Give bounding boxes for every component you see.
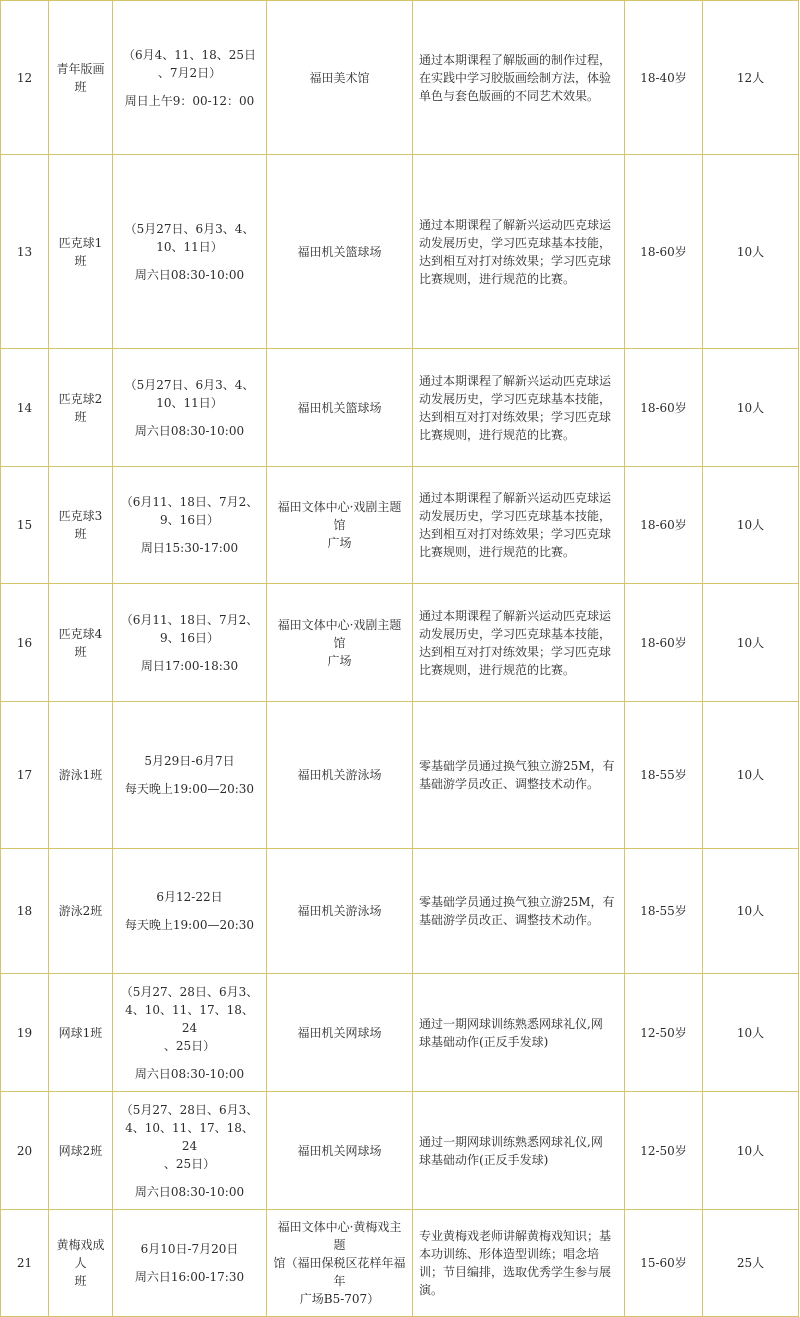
text-line: 基础游学员改正、调整技术动作。: [419, 777, 600, 791]
schedule-time-cell: [113, 584, 267, 702]
course-name-cell: [49, 1210, 113, 1317]
text-line: 在实践中学习胶版画绘制方法，体验: [419, 70, 612, 85]
row-number-cell: 13: [1, 155, 49, 349]
text-line: 动发展历史，学习匹克球基本技能，: [419, 235, 612, 250]
text-line: （5月27、28日、6月3、: [120, 1102, 259, 1117]
text-line: （6月11、18日、7月2、: [120, 612, 259, 627]
text-line: 游泳1班: [58, 768, 103, 782]
text-line: 福田文体中心·黄梅戏主题: [277, 1220, 402, 1252]
line-gap: [119, 906, 260, 916]
age-range-cell: 18-40岁: [625, 1, 703, 155]
location-cell: [267, 1092, 413, 1210]
text-line: 、7月2日）: [157, 65, 222, 80]
age-range-cell: 18-60岁: [625, 584, 703, 702]
table-row: [1, 349, 799, 467]
text-line: 球基础动作(正反手发球): [419, 1152, 549, 1167]
description-cell: [413, 467, 625, 584]
text-line: 每天晚上19:00—20:30: [124, 918, 255, 932]
course-name-cell: [49, 584, 113, 702]
schedule-time-cell: [113, 849, 267, 974]
text-line: 福田机关网球场: [297, 1143, 382, 1158]
text-line: 通过本期课程了解新兴运动匹克球运: [419, 217, 612, 232]
text-line: （5月27日、6月3、4、: [124, 221, 255, 236]
schedule-time-cell: [113, 1210, 267, 1317]
line-gap: [119, 529, 260, 539]
row-number-cell: 14: [1, 349, 49, 467]
text-line: 福田机关篮球场: [297, 400, 382, 415]
table-body: [1, 1, 799, 1317]
description-cell: [413, 849, 625, 974]
location-cell: [267, 467, 413, 584]
text-line: 通过一期网球训练熟悉网球礼仪,网: [419, 1016, 603, 1031]
capacity-cell: 25人: [703, 1210, 799, 1317]
text-line: 零基础学员通过换气独立游25M，有: [419, 759, 615, 773]
schedule-time-cell: [113, 702, 267, 849]
row-number-cell: 17: [1, 702, 49, 849]
location-cell: [267, 974, 413, 1092]
description-cell: [413, 1092, 625, 1210]
text-line: （6月4、11、18、25日: [122, 47, 257, 62]
text-line: 青年版画班: [56, 61, 105, 94]
row-number-cell: 12: [1, 1, 49, 155]
text-line: 福田机关游泳场: [297, 904, 382, 918]
description-cell: [413, 155, 625, 349]
age-range-cell: 18-60岁: [625, 155, 703, 349]
text-line: 达到相互对打对练效果；学习匹克球: [419, 527, 612, 541]
text-line: 6月12-22日: [156, 890, 223, 904]
text-line: 通过一期网球训练熟悉网球礼仪,网: [419, 1134, 603, 1149]
text-line: 比赛规则，进行规范的比赛。: [419, 545, 576, 559]
text-line: 达到相互对打对练效果；学习匹克球: [419, 253, 612, 268]
description-cell: [413, 974, 625, 1092]
text-line: 比赛规则，进行规范的比赛。: [419, 427, 576, 442]
capacity-cell: 10人: [703, 155, 799, 349]
location-cell: [267, 584, 413, 702]
text-line: 馆（福田保税区花样年福年: [273, 1256, 406, 1288]
text-line: 9、16日）: [160, 630, 219, 645]
line-gap: [119, 1173, 260, 1183]
text-line: 周六日08:30-10:00: [134, 267, 245, 282]
course-name-cell: [49, 702, 113, 849]
table-row: [1, 849, 799, 974]
capacity-cell: 10人: [703, 584, 799, 702]
text-line: 福田机关篮球场: [297, 244, 382, 259]
location-cell: [267, 849, 413, 974]
row-number-cell: 20: [1, 1092, 49, 1210]
schedule-time-cell: [113, 1092, 267, 1210]
capacity-cell: 10人: [703, 702, 799, 849]
location-cell: [267, 1, 413, 155]
table-row: [1, 584, 799, 702]
text-line: 达到相互对打对练效果；学习匹克球: [419, 409, 612, 424]
table-row: [1, 974, 799, 1092]
text-line: 训；节目编排，选取优秀学生参与展: [419, 1265, 612, 1279]
text-line: 福田机关网球场: [297, 1025, 382, 1040]
text-line: 福田文体中心·戏剧主题馆: [277, 500, 402, 532]
description-cell: [413, 349, 625, 467]
text-line: 每天晚上19:00—20:30: [124, 782, 255, 796]
row-number-cell: 18: [1, 849, 49, 974]
text-line: 基础游学员改正、调整技术动作。: [419, 913, 600, 927]
course-name-cell: [49, 155, 113, 349]
line-gap: [119, 770, 260, 780]
course-name-cell: [49, 349, 113, 467]
capacity-cell: 10人: [703, 349, 799, 467]
text-line: 班: [74, 1274, 87, 1288]
text-line: 10、11日）: [156, 239, 223, 254]
line-gap: [119, 1258, 260, 1268]
text-line: 周六日08:30-10:00: [134, 423, 245, 438]
text-line: 演。: [419, 1283, 444, 1297]
course-name-cell: [49, 467, 113, 584]
text-line: 球基础动作(正反手发球): [419, 1034, 549, 1049]
text-line: 动发展历史，学习匹克球基本技能，: [419, 509, 612, 523]
text-line: 专业黄梅戏老师讲解黄梅戏知识；基: [419, 1229, 612, 1243]
text-line: 福田机关游泳场: [297, 768, 382, 782]
text-line: 周日15:30-17:00: [140, 541, 239, 555]
text-line: 单色与套色版画的不同艺术效果。: [419, 88, 600, 103]
text-line: 匹克球2班: [58, 391, 103, 424]
text-line: 10、11日）: [156, 395, 223, 410]
text-line: （6月11、18日、7月2、: [120, 495, 259, 509]
line-gap: [119, 412, 260, 422]
line-gap: [119, 256, 260, 266]
table-row: [1, 1, 799, 155]
text-line: 网球2班: [58, 1143, 103, 1158]
description-cell: [413, 1210, 625, 1317]
text-line: 匹克球3班: [58, 509, 103, 541]
row-number-cell: 15: [1, 467, 49, 584]
course-name-cell: [49, 974, 113, 1092]
schedule-time-cell: [113, 1, 267, 155]
row-number-cell: 19: [1, 974, 49, 1092]
schedule-time-cell: [113, 349, 267, 467]
text-line: 4、10、11、17、18、24: [125, 1002, 254, 1035]
text-line: 福田美术馆: [309, 70, 370, 85]
table-row: [1, 467, 799, 584]
text-line: 、25日）: [163, 1038, 216, 1053]
age-range-cell: 15-60岁: [625, 1210, 703, 1317]
text-line: 广场: [327, 536, 352, 550]
row-number-cell: 21: [1, 1210, 49, 1317]
text-line: 周六日08:30-10:00: [134, 1184, 245, 1199]
age-range-cell: 12-50岁: [625, 1092, 703, 1210]
text-line: 零基础学员通过换气独立游25M，有: [419, 895, 615, 909]
course-name-cell: [49, 849, 113, 974]
schedule-time-cell: [113, 155, 267, 349]
text-line: 匹克球1班: [58, 235, 103, 268]
text-line: 黄梅戏成人: [56, 1238, 105, 1270]
text-line: 6月10日-7月20日: [140, 1242, 239, 1256]
text-line: 周日上午9：00-12：00: [124, 93, 255, 108]
capacity-cell: 10人: [703, 1092, 799, 1210]
text-line: 动发展历史，学习匹克球基本技能，: [419, 391, 612, 406]
text-line: 本功训练、形体造型训练；唱念培: [419, 1247, 600, 1261]
description-cell: [413, 1, 625, 155]
text-line: 周六日08:30-10:00: [134, 1066, 245, 1081]
line-gap: [119, 647, 260, 657]
text-line: （5月27、28日、6月3、: [120, 984, 259, 999]
text-line: 5月29日-6月7日: [144, 754, 235, 768]
table-row: [1, 1092, 799, 1210]
row-number-cell: 16: [1, 584, 49, 702]
text-line: 通过本期课程了解新兴运动匹克球运: [419, 373, 612, 388]
description-cell: [413, 584, 625, 702]
text-line: 达到相互对打对练效果；学习匹克球: [419, 644, 612, 659]
text-line: 广场: [327, 653, 352, 668]
text-line: 广场B5-707）: [299, 1292, 380, 1306]
table-row: [1, 1210, 799, 1317]
age-range-cell: 18-60岁: [625, 467, 703, 584]
age-range-cell: 12-50岁: [625, 974, 703, 1092]
text-line: 动发展历史，学习匹克球基本技能，: [419, 626, 612, 641]
schedule-time-cell: [113, 974, 267, 1092]
description-cell: [413, 702, 625, 849]
location-cell: [267, 702, 413, 849]
text-line: 比赛规则，进行规范的比赛。: [419, 271, 576, 286]
text-line: 游泳2班: [58, 904, 103, 918]
table-row: [1, 155, 799, 349]
text-line: 周日17:00-18:30: [140, 658, 239, 673]
age-range-cell: 18-60岁: [625, 349, 703, 467]
line-gap: [119, 82, 260, 92]
course-name-cell: [49, 1092, 113, 1210]
capacity-cell: 10人: [703, 849, 799, 974]
text-line: 4、10、11、17、18、24: [125, 1120, 254, 1153]
text-line: 网球1班: [58, 1025, 103, 1040]
capacity-cell: 12人: [703, 1, 799, 155]
age-range-cell: 18-55岁: [625, 702, 703, 849]
text-line: 、25日）: [163, 1156, 216, 1171]
text-line: 周六日16:00-17:30: [134, 1270, 245, 1284]
capacity-cell: 10人: [703, 974, 799, 1092]
text-line: 通过本期课程了解新兴运动匹克球运: [419, 608, 612, 623]
age-range-cell: 18-55岁: [625, 849, 703, 974]
text-line: 匹克球4班: [58, 626, 103, 659]
schedule-time-cell: [113, 467, 267, 584]
text-line: 福田文体中心·戏剧主题馆: [277, 617, 402, 650]
line-gap: [119, 1055, 260, 1065]
text-line: 通过本期课程了解版画的制作过程，: [419, 52, 612, 67]
location-cell: [267, 349, 413, 467]
text-line: 9、16日）: [160, 513, 219, 527]
text-line: 通过本期课程了解新兴运动匹克球运: [419, 491, 612, 505]
text-line: （5月27日、6月3、4、: [124, 377, 255, 392]
text-line: 比赛规则，进行规范的比赛。: [419, 662, 576, 677]
course-name-cell: [49, 1, 113, 155]
capacity-cell: 10人: [703, 467, 799, 584]
location-cell: [267, 1210, 413, 1317]
table-row: [1, 702, 799, 849]
location-cell: [267, 155, 413, 349]
